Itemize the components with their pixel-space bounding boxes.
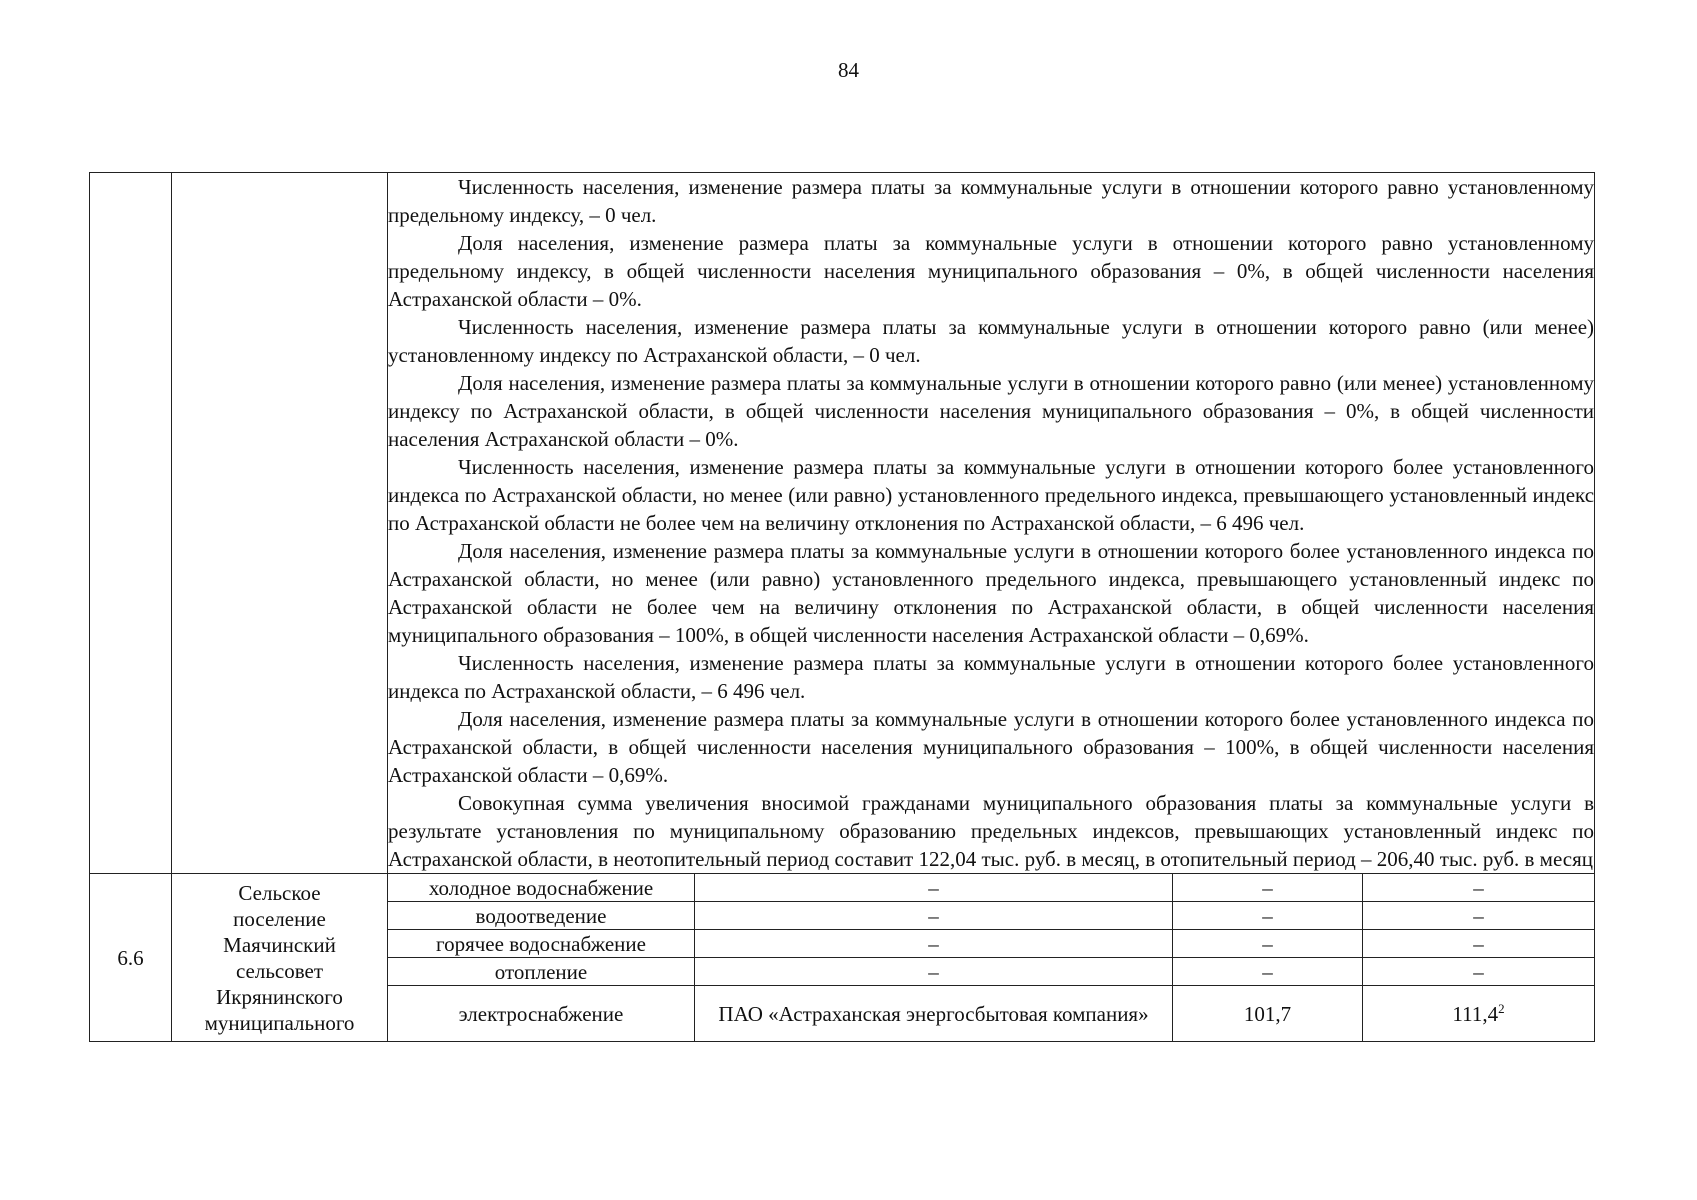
index-value: – — [1173, 930, 1363, 958]
row-number-cell-empty — [90, 173, 172, 874]
description-row — [90, 173, 1595, 874]
description-paragraph: Численность населения, изменение размера платы за коммунальные услуги в отношении которого более установленного индекса по Астраханской области, – 6 496 чел. — [388, 651, 1595, 703]
limit-index-value: – — [1363, 958, 1595, 986]
page-number: 84 — [838, 58, 859, 82]
limit-index-value: – — [1363, 902, 1595, 930]
index-value: – — [1173, 902, 1363, 930]
description-paragraph: Доля населения, изменение размера платы за коммунальные услуги в отношении которого равно (или менее) установленному индексу по Астраханской области, в общей численности населения муниципального образования – 0%, в общей численности населения Астраханской области – 0%. — [388, 371, 1595, 451]
region-line: муниципального — [204, 1010, 355, 1035]
provider-name: – — [695, 958, 1173, 986]
description-paragraph: Численность населения, изменение размера платы за коммунальные услуги в отношении которого равно установленному предельному индексу, – 0 чел. — [388, 175, 1595, 227]
description-paragraph: Численность населения, изменение размера платы за коммунальные услуги в отношении которого более установленного индекса по Астраханской области, но менее (или равно) установленного предельного индекса, превышающего установленный индекс по Астраханской области не более чем на величину отклонения по Астраханской области, – 6 496 чел. — [388, 455, 1595, 535]
description-paragraph: Совокупная сумма увеличения вносимой гражданами муниципального образования платы за коммунальные услуги в результате установления по муниципальному образованию предельных индексов, превышающих установленный индекс по Астраханской области, в неотопительный период составит 122,04 тыс. руб. в месяц, в отопительный период – 206,40 тыс. руб. в месяц — [388, 791, 1595, 871]
tariff-table — [89, 172, 1595, 1042]
footnote-marker: 2 — [1498, 1000, 1505, 1016]
section-number: 6.6 — [90, 874, 172, 1042]
service-name: отопление — [388, 958, 695, 986]
service-name: водоотведение — [388, 902, 695, 930]
region-name — [172, 874, 388, 1042]
service-name: холодное водоснабжение — [388, 874, 695, 902]
index-value: – — [1173, 874, 1363, 902]
index-value: – — [1173, 958, 1363, 986]
region-line: сельсовет — [235, 958, 324, 983]
service-name: электроснабжение — [388, 986, 695, 1042]
provider-name: – — [695, 874, 1173, 902]
limit-index-value — [1363, 986, 1595, 1042]
description-paragraph: Доля населения, изменение размера платы за коммунальные услуги в отношении которого более установленного индекса по Астраханской области, в общей численности населения муниципального образования – 100%, в общей численности населения Астраханской области – 0,69%. — [388, 707, 1595, 787]
provider-name: – — [695, 930, 1173, 958]
description-paragraph: Численность населения, изменение размера платы за коммунальные услуги в отношении которого равно (или менее) установленному индексу по Астраханской области, – 0 чел. — [388, 315, 1595, 367]
region-cell-empty — [172, 173, 388, 874]
table-row — [90, 874, 1595, 902]
region-line: Сельское — [238, 880, 321, 905]
region-line: поселение — [233, 906, 326, 931]
region-line: Икрянинского — [216, 984, 343, 1009]
provider-name: – — [695, 902, 1173, 930]
description-paragraph: Доля населения, изменение размера платы за коммунальные услуги в отношении которого более установленного индекса по Астраханской области, но менее (или равно) установленного предельного индекса, превышающего установленный индекс по Астраханской области не более чем на величину отклонения по Астраханской области, в общей численности населения муниципального образования – 100%, в общей численности населения Астраханской области – 0,69%. — [388, 539, 1595, 647]
description-paragraph: Доля населения, изменение размера платы за коммунальные услуги в отношении которого равно установленному предельному индексу, в общей численности населения муниципального образования – 0%, в общей численности населения Астраханской области – 0%. — [388, 231, 1595, 311]
service-name: горячее водоснабжение — [388, 930, 695, 958]
limit-index-value: – — [1363, 930, 1595, 958]
index-value: 101,7 — [1173, 986, 1363, 1042]
region-line: Маячинский — [223, 932, 336, 957]
provider-name: ПАО «Астраханская энергосбытовая компания» — [695, 986, 1173, 1042]
limit-index-number: 111,4 — [1452, 1001, 1499, 1026]
limit-index-value: – — [1363, 874, 1595, 902]
description-cell — [388, 173, 1595, 874]
